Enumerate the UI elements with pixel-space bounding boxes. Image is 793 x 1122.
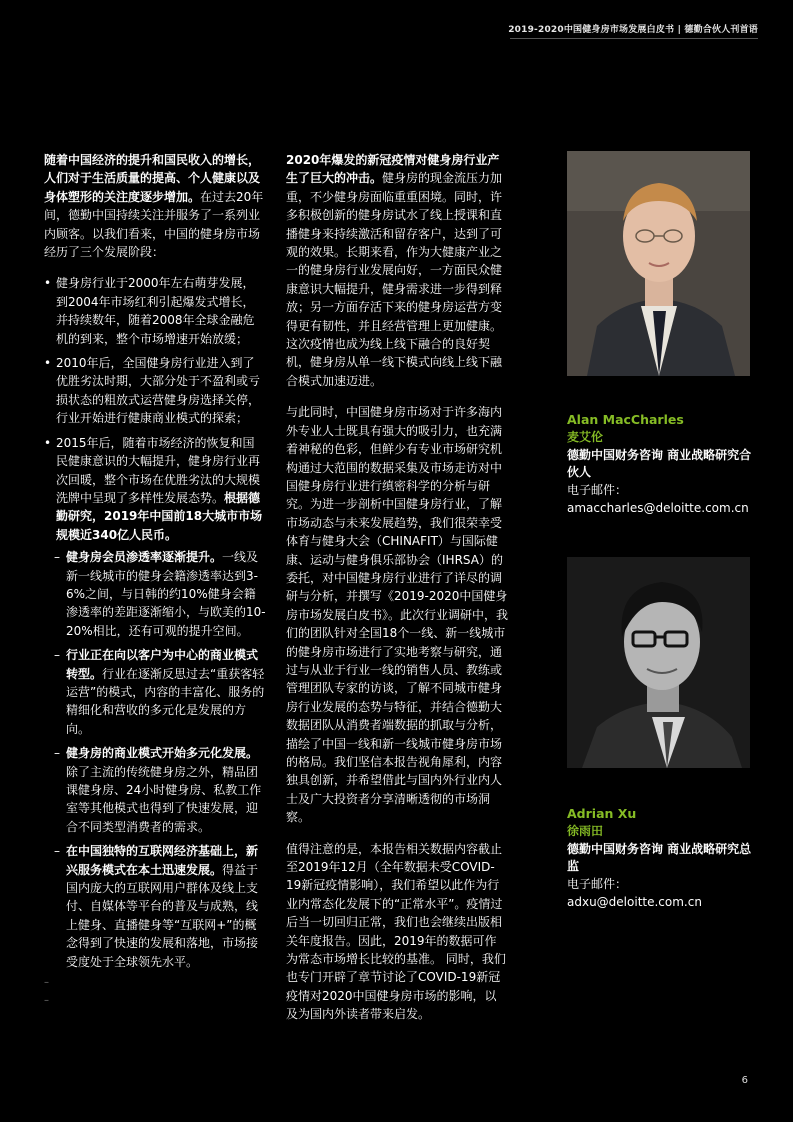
email-link[interactable]: amaccharles@deloitte.com.cn: [567, 500, 749, 515]
email-line: [567, 876, 757, 912]
list-item: [56, 744, 266, 836]
portrait-photo-alan: [567, 151, 750, 376]
job-title: 德勤中国财务咨询 商业战略研究总监: [567, 841, 752, 874]
column-left: [44, 151, 266, 1007]
list-item: [56, 548, 266, 640]
job-title: 德勤中国财务咨询 商业战略研究合伙人: [567, 447, 752, 480]
trend-heading: 健身房的商业模式开始多元化发展。: [66, 746, 259, 761]
column-middle: [286, 151, 508, 1037]
name-chinese: 徐雨田: [567, 823, 604, 838]
trend-heading: 行业正在向以客户为中心的商业模式转型。: [66, 648, 259, 681]
bullet3-text: 2015年后，随着市场经济的恢复和国民健康意识的大幅提升，健身房行业再次回暖，整个市场在优胜劣汰的大规模洗牌中呈现了多样性发展态势。: [56, 435, 261, 505]
trend-heading: 健身房会员渗透率逐渐提升。: [66, 550, 223, 565]
name-english: Adrian Xu: [567, 806, 637, 821]
intro-paragraph: [44, 151, 266, 261]
trend-text: 除了主流的传统健身房之外，精品团课健身房、24小时健身房、私教工作室等其他模式也得到了快速发展，迎合不同类型消费者的需求。: [66, 764, 262, 834]
list-item: [56, 842, 266, 971]
empty-dash: –: [44, 995, 49, 1007]
paragraph-text: 健身房的现金流压力加重，不少健身房面临重重困境。同时，许多积极创新的健身房试水了线上授课和直播健身来持续激活和留存客户，达到了可观的效果。长期来看，作为大健康产业之一的健身房行业发展向好，一方面民众健康意识大幅提升，健身需求进一步得到释放；另一方面存活下来的健身房运营方变得更有韧性，并且经营管理上更加健康。这次疫情也成为线上线下融合的良好契机，健身房从单一线下模式向线上线下融合模式加速迈进。: [286, 171, 503, 388]
name-chinese: 麦艾伦: [567, 429, 604, 444]
empty-dash: –: [44, 977, 49, 989]
email-label: 电子邮件：: [567, 877, 628, 892]
trend-list: [56, 548, 266, 971]
list-item: [56, 646, 266, 738]
stage-list: [44, 274, 266, 971]
intro-bold: 随着中国经济的提升和国民收入的增长，人们对于生活质量的提高、个人健康以及身体塑形的关注度逐步增加。: [44, 153, 261, 204]
portrait-photo-adrian: [567, 557, 750, 768]
paragraph: 值得注意的是，本报告相关数据内容截止至2019年12月（全年数据未受COVID-19新冠疫情影响），我们希望以此作为行业内常态化发展下的“正常水平”。疫情过后当一切回归正常，我们也会继续出版相关年度报告。因此，2019年的数据可作为常态市场增长比较的基准。 同时，我们也专门开辟了章节讨论了COVID-19新冠疫情对2020中国健身房市场的影响，以及为国内外读者带来启发。: [286, 841, 506, 1022]
portrait-illustration: [567, 557, 750, 768]
paragraph: 与此同时，中国健身房市场对于许多海内外专业人士既具有强大的吸引力，也充满着神秘的色彩，但鲜少有专业市场研究机构通过大范围的数据采集及市场走访对中国健身房行业进行缜密科学的分析与研究。为进一步剖析中国健身房行业，了解市场动态与未来发展趋势，我们很荣幸受体育与健身大会（CHINAFIT）与国际健康、运动与健身俱乐部协会（IHRSA）的委托，对中国健身房行业进行了详尽的调研与分析，并撰写《2019-2020中国健身房市场发展白皮书》。此次行业调研中，我们的团队针对全国18个一线、新一线城市的健身房市场进行了实地考察与研究，通过与从业于行业一线的销售人员、教练或管理团队专家的访谈，了解不同城市健身房行业发展的态势与特征，并结合德勤大数据团队从消费者端数据的抓取与分析，描绘了中国一线和新一线城市健身房市场的格局。我们坚信本报告视角犀利，内容独具创新，并希望借此与国内外行业内人士及广大投资者分享清晰透彻的市场洞察。: [286, 405, 509, 825]
intro-text: 在过去20年间，德勤中国持续关注并服务了一系列业内顾客。以我们看来，中国的健身房市场经历了三个发展阶段：: [44, 189, 264, 260]
bullet3-bold: 根据德勤研究，2019年中国前18大城市市场规模近340亿人民币。: [56, 490, 263, 542]
bio-alan: [567, 411, 757, 518]
name-english: Alan MacCharles: [567, 412, 684, 427]
trend-heading: 在中国独特的互联网经济基础上，新兴服务模式在本土迅速发展。: [66, 844, 259, 877]
email-line: [567, 482, 757, 518]
running-header: 2019-2020中国健身房市场发展白皮书 | 德勤合伙人刊首语: [508, 25, 758, 35]
paragraph: [286, 151, 508, 390]
paragraph-bold: 2020年爆发的新冠疫情对健身房行业产生了巨大的冲击。: [286, 153, 500, 186]
trend-text: 一线及新一线城市的健身会籍渗透率达到3-6%之间，与日韩的约10%健身会籍渗透率的差距逐渐缩小，与欧美的10-20%相比，还有可观的提升空间。: [66, 550, 266, 638]
header-rule: [510, 38, 758, 39]
list-item: [44, 434, 266, 971]
list-item: • 2010年后，全国健身房行业进入到了优胜劣汰时期，大部分处于不盈利或亏损状态的粗放式运营健身房选择关停，行业开始进行健康商业模式的探索；: [44, 354, 266, 428]
portrait-illustration: [567, 151, 750, 376]
list-item: • 健身房行业于2000年左右萌芽发展，到2004年市场红利引起爆发式增长，并持续数年，随着2008年全球金融危机的到来，整个市场增速开始放缓；: [44, 274, 266, 348]
email-label: 电子邮件：: [567, 483, 628, 498]
page-number: 6: [741, 1075, 748, 1086]
trend-text: 行业在逐渐反思过去“重获客轻运营”的模式，内容的丰富化、服务的精细化和营收的多元化是发展的方向。: [66, 666, 265, 736]
trend-text: 得益于国内庞大的互联网用户群体及线上支付、自媒体等平台的普及与成熟，线上健身、直播健身等“互联网+”的概念得到了快速的发展和落地，市场接受度处于全球领先水平。: [66, 862, 259, 969]
email-link[interactable]: adxu@deloitte.com.cn: [567, 894, 702, 909]
bio-adrian: [567, 805, 757, 912]
